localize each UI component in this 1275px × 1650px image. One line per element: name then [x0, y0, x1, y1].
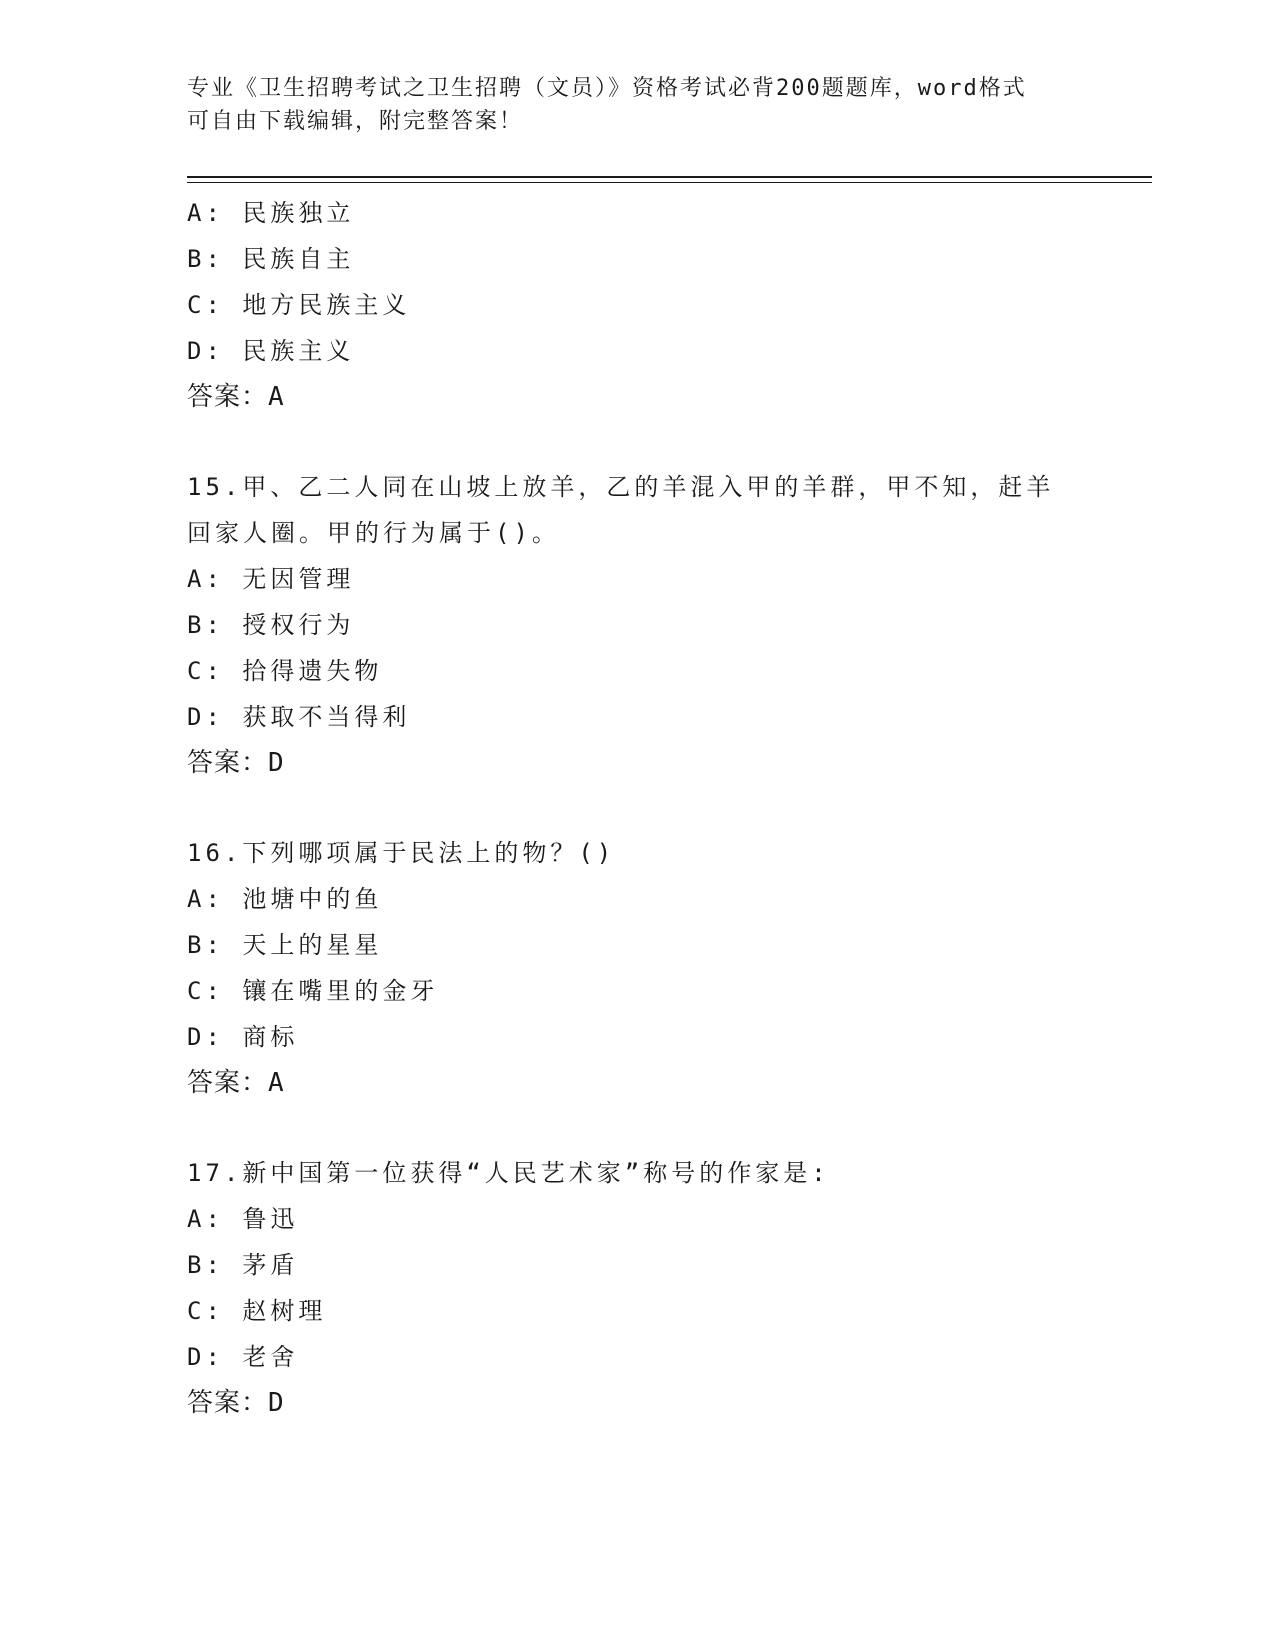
option-d: D: 民族主义 — [187, 337, 355, 365]
option-b: B: 民族自主 — [187, 245, 355, 273]
option-d: D: 商标 — [187, 1023, 299, 1051]
question-15 — [187, 464, 1087, 786]
option-a: A: 鲁迅 — [187, 1205, 299, 1233]
option-c: C: 镶在嘴里的金牙 — [187, 977, 439, 1005]
document-header — [187, 72, 1067, 138]
answer: 答案：A — [187, 382, 285, 412]
option-d: D: 老舍 — [187, 1343, 299, 1371]
answer: 答案：A — [187, 1068, 285, 1098]
question-text: 16.下列哪项属于民法上的物？() — [187, 839, 616, 867]
option-b: B: 天上的星星 — [187, 931, 383, 959]
option-a: A: 无因管理 — [187, 565, 355, 593]
question-16 — [187, 830, 1087, 1106]
answer: 答案：D — [187, 1388, 285, 1418]
header-rule-thick — [187, 176, 1152, 178]
option-c: C: 地方民族主义 — [187, 291, 411, 319]
option-c: C: 拾得遗失物 — [187, 657, 383, 685]
option-d: D: 获取不当得利 — [187, 703, 411, 731]
question-17 — [187, 1150, 1087, 1426]
option-b: B: 茅盾 — [187, 1251, 299, 1279]
question-text-line-1: 15.甲、乙二人同在山坡上放羊，乙的羊混入甲的羊群，甲不知，赶羊 — [187, 473, 1055, 501]
question-text: 17.新中国第一位获得“人民艺术家”称号的作家是: — [187, 1159, 830, 1187]
answer: 答案：D — [187, 748, 285, 778]
header-line-1: 专业《卫生招聘考试之卫生招聘（文员）》资格考试必背200题题库，word格式 — [187, 76, 1027, 101]
option-a: A: 池塘中的鱼 — [187, 885, 383, 913]
header-rule-thin — [187, 182, 1152, 183]
question-list — [187, 190, 1087, 1426]
question-14 — [187, 190, 1087, 420]
question-text-line-2: 回家人圈。甲的行为属于()。 — [187, 519, 560, 547]
header-line-2: 可自由下载编辑，附完整答案！ — [187, 109, 524, 134]
option-a: A: 民族独立 — [187, 199, 355, 227]
option-b: B: 授权行为 — [187, 611, 355, 639]
option-c: C: 赵树理 — [187, 1297, 327, 1325]
